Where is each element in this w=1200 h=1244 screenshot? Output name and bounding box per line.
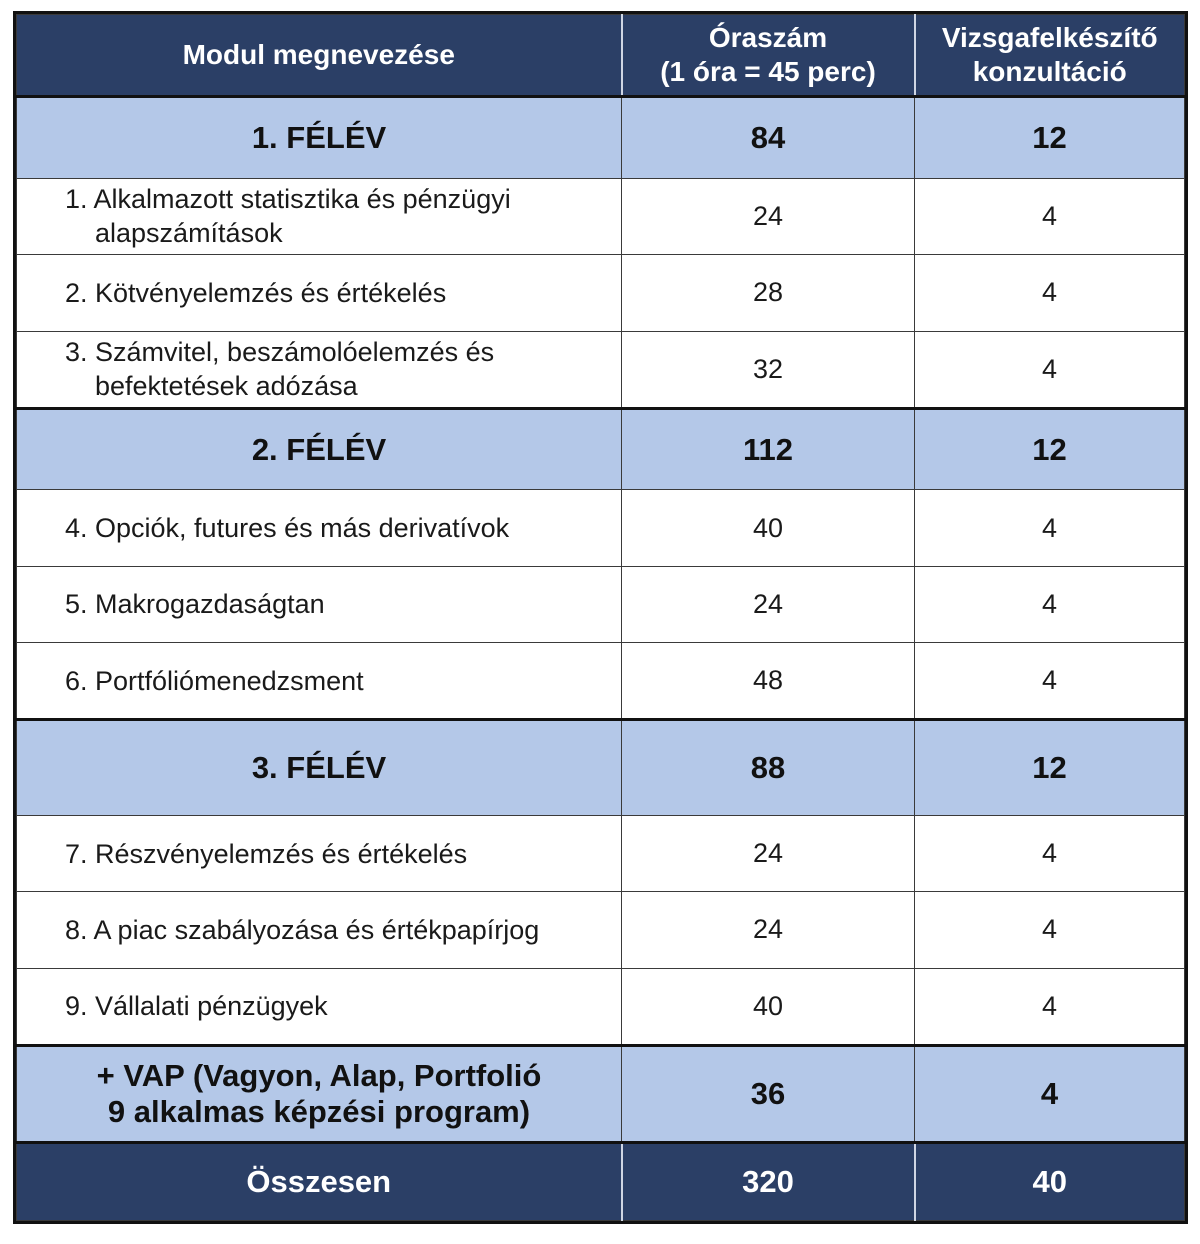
vap-hours: 36 (622, 1046, 915, 1142)
module-name (17, 331, 622, 408)
semester-consultation: 12 (915, 408, 1185, 489)
module-name-text: 2. Kötvényelemzés és értékelés (65, 277, 447, 308)
vap-label (17, 1046, 622, 1142)
module-hours: 48 (622, 643, 915, 720)
module-name (17, 566, 622, 642)
module-consultation: 4 (915, 566, 1185, 642)
module-name-text: 9. Vállalati pénzügyek (65, 991, 328, 1022)
module-hours: 24 (622, 815, 915, 891)
semester-label: 3. FÉLÉV (17, 720, 622, 815)
module-name (17, 643, 622, 720)
module-name (17, 968, 622, 1045)
semester-hours: 84 (622, 97, 915, 178)
module-hours: 40 (622, 968, 915, 1045)
header-consultation-line1: Vizsgafelkészítő (941, 22, 1158, 54)
header-consultation-line2: konzultáció (972, 56, 1127, 88)
header-hours-line1: Óraszám (708, 22, 828, 54)
module-row (17, 178, 1185, 254)
module-consultation: 4 (915, 968, 1185, 1045)
module-row (17, 331, 1185, 408)
total-consultation: 40 (915, 1142, 1185, 1221)
module-hours: 28 (622, 255, 915, 331)
module-name (17, 255, 622, 331)
module-consultation: 4 (915, 255, 1185, 331)
curriculum-table (16, 14, 1185, 1221)
module-name-text: 3. Számvitel, beszámolóelemzés és befektetések adózása (65, 337, 495, 402)
module-name-text: 4. Opciók, futures és más derivatívok (65, 513, 510, 543)
module-name-text: 5. Makrogazdaságtan (65, 589, 325, 620)
semester-consultation: 12 (915, 97, 1185, 178)
module-name (17, 892, 622, 968)
header-module-name (17, 15, 622, 97)
header-hours-line2: (1 óra = 45 perc) (660, 56, 876, 88)
semester-label: 1. FÉLÉV (17, 97, 622, 178)
total-row (17, 1142, 1185, 1221)
semester-label: 2. FÉLÉV (17, 408, 622, 489)
total-label: Összesen (17, 1142, 622, 1221)
module-name-text: 6. Portfóliómenedzsment (65, 665, 364, 696)
header-module-name-text: Modul megnevezése (182, 39, 455, 71)
module-name-text: 7. Részvényelemzés és értékelés (65, 838, 468, 869)
module-consultation: 4 (915, 178, 1185, 254)
vap-consultation: 4 (915, 1046, 1185, 1142)
module-consultation: 4 (915, 892, 1185, 968)
header-hours (622, 15, 915, 97)
total-hours: 320 (622, 1142, 915, 1221)
module-row (17, 490, 1185, 566)
header-consultation (915, 15, 1185, 97)
module-row (17, 255, 1185, 331)
module-hours: 24 (622, 892, 915, 968)
module-consultation: 4 (915, 490, 1185, 566)
module-row (17, 643, 1185, 720)
module-row (17, 566, 1185, 642)
module-row (17, 815, 1185, 891)
semester-row-2 (17, 408, 1185, 489)
module-name (17, 815, 622, 891)
curriculum-table-frame (13, 11, 1188, 1224)
semester-hours: 88 (622, 720, 915, 815)
module-row (17, 892, 1185, 968)
module-name-text: 1. Alkalmazott statisztika és pénzügyi alapszámítások (65, 184, 511, 249)
vap-label-line2: 9 alkalmas képzési program) (107, 1093, 531, 1129)
module-hours: 24 (622, 178, 915, 254)
module-consultation: 4 (915, 331, 1185, 408)
module-name (17, 178, 622, 254)
module-consultation: 4 (915, 815, 1185, 891)
module-name-text: 8. A piac szabályozása és értékpapírjog (65, 914, 540, 945)
semester-row-3 (17, 720, 1185, 815)
vap-label-line1: + VAP (Vagyon, Alap, Portfolió (96, 1057, 542, 1093)
module-row (17, 968, 1185, 1045)
module-hours: 32 (622, 331, 915, 408)
semester-hours: 112 (622, 408, 915, 489)
module-name (17, 490, 622, 566)
module-consultation: 4 (915, 643, 1185, 720)
module-hours: 24 (622, 566, 915, 642)
semester-consultation: 12 (915, 720, 1185, 815)
semester-row-1 (17, 97, 1185, 178)
table-header-row (17, 15, 1185, 97)
vap-row (17, 1046, 1185, 1142)
module-hours: 40 (622, 490, 915, 566)
